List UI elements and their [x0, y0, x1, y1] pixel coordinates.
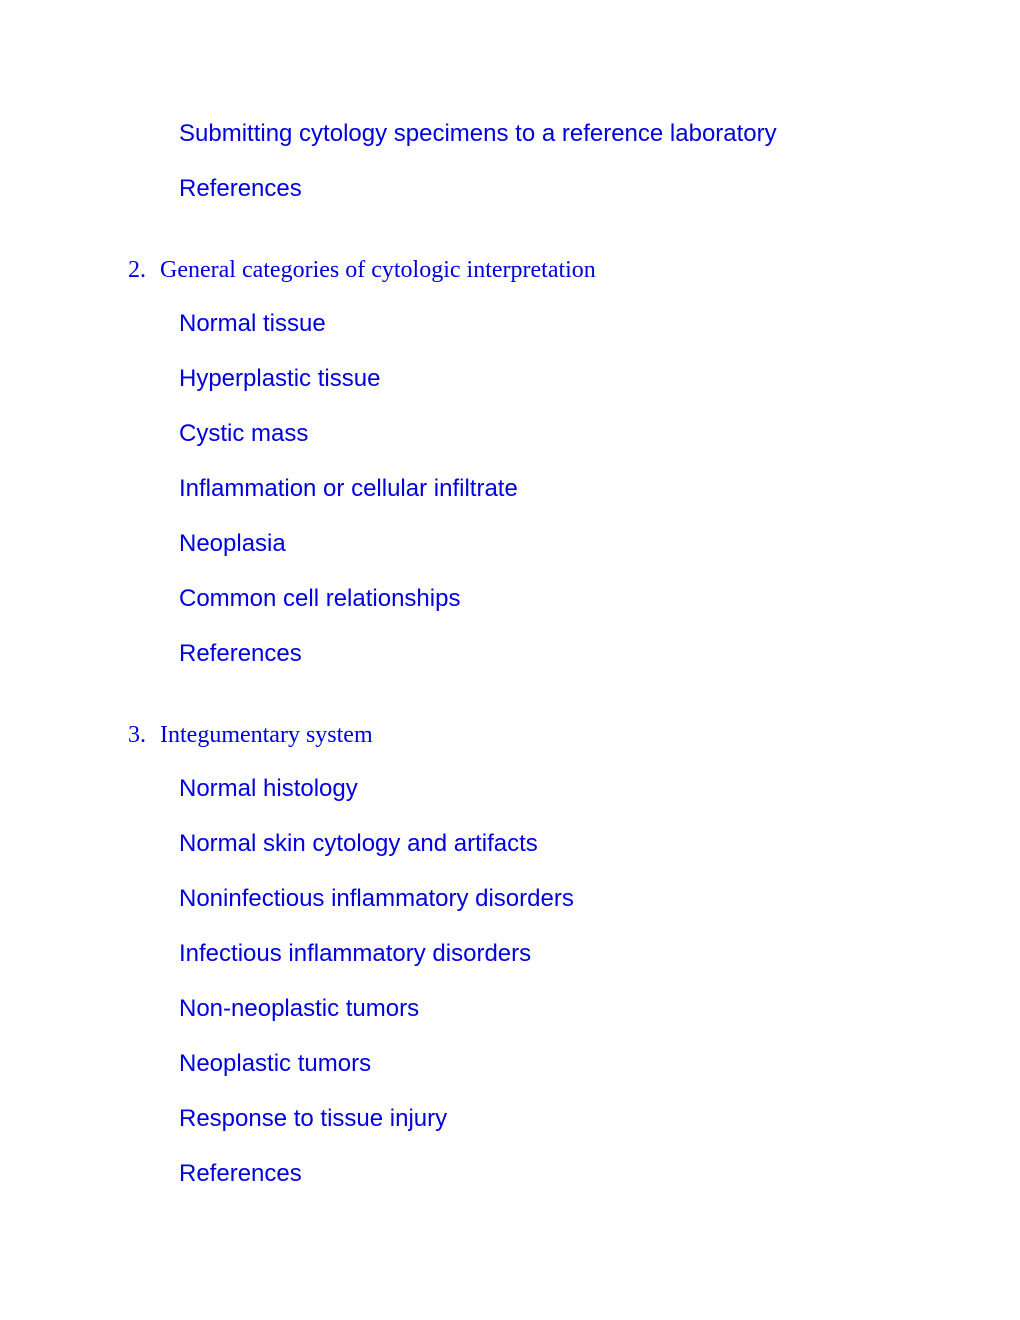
toc-link-normal-tissue[interactable]: Normal tissue — [179, 310, 326, 337]
chapter-title: General categories of cytologic interpretation — [160, 257, 596, 283]
toc-link-references[interactable]: References — [179, 175, 302, 202]
toc-link-non-neoplastic-tumors[interactable]: Non-neoplastic tumors — [179, 995, 420, 1022]
toc-link-normal-histology[interactable]: Normal histology — [179, 775, 358, 802]
chapter-number: 3. — [128, 722, 146, 748]
toc-link-cell-relationships[interactable]: Common cell relationships — [179, 585, 461, 612]
toc-link-normal-skin-cytology[interactable]: Normal skin cytology and artifacts — [179, 830, 538, 857]
chapter-title: Integumentary system — [160, 722, 373, 748]
chapter-2-heading[interactable] — [128, 256, 596, 284]
toc-link-inflammation[interactable]: Inflammation or cellular infiltrate — [179, 475, 518, 502]
toc-link-references[interactable]: References — [179, 640, 302, 667]
chapter-3-heading[interactable] — [128, 721, 373, 749]
toc-link-tissue-injury[interactable]: Response to tissue injury — [179, 1105, 448, 1132]
toc-link-references[interactable]: References — [179, 1160, 302, 1187]
toc-link-neoplasia[interactable]: Neoplasia — [179, 530, 286, 557]
toc-link-cystic-mass[interactable]: Cystic mass — [179, 420, 309, 447]
toc-link-noninfectious-disorders[interactable]: Noninfectious inflammatory disorders — [179, 885, 574, 912]
toc-link-infectious-disorders[interactable]: Infectious inflammatory disorders — [179, 940, 532, 967]
toc-link-submitting-specimens[interactable]: Submitting cytology specimens to a reference laboratory — [179, 120, 777, 147]
toc-link-hyperplastic-tissue[interactable]: Hyperplastic tissue — [179, 365, 381, 392]
toc-link-neoplastic-tumors[interactable]: Neoplastic tumors — [179, 1050, 372, 1077]
chapter-number: 2. — [128, 257, 146, 283]
